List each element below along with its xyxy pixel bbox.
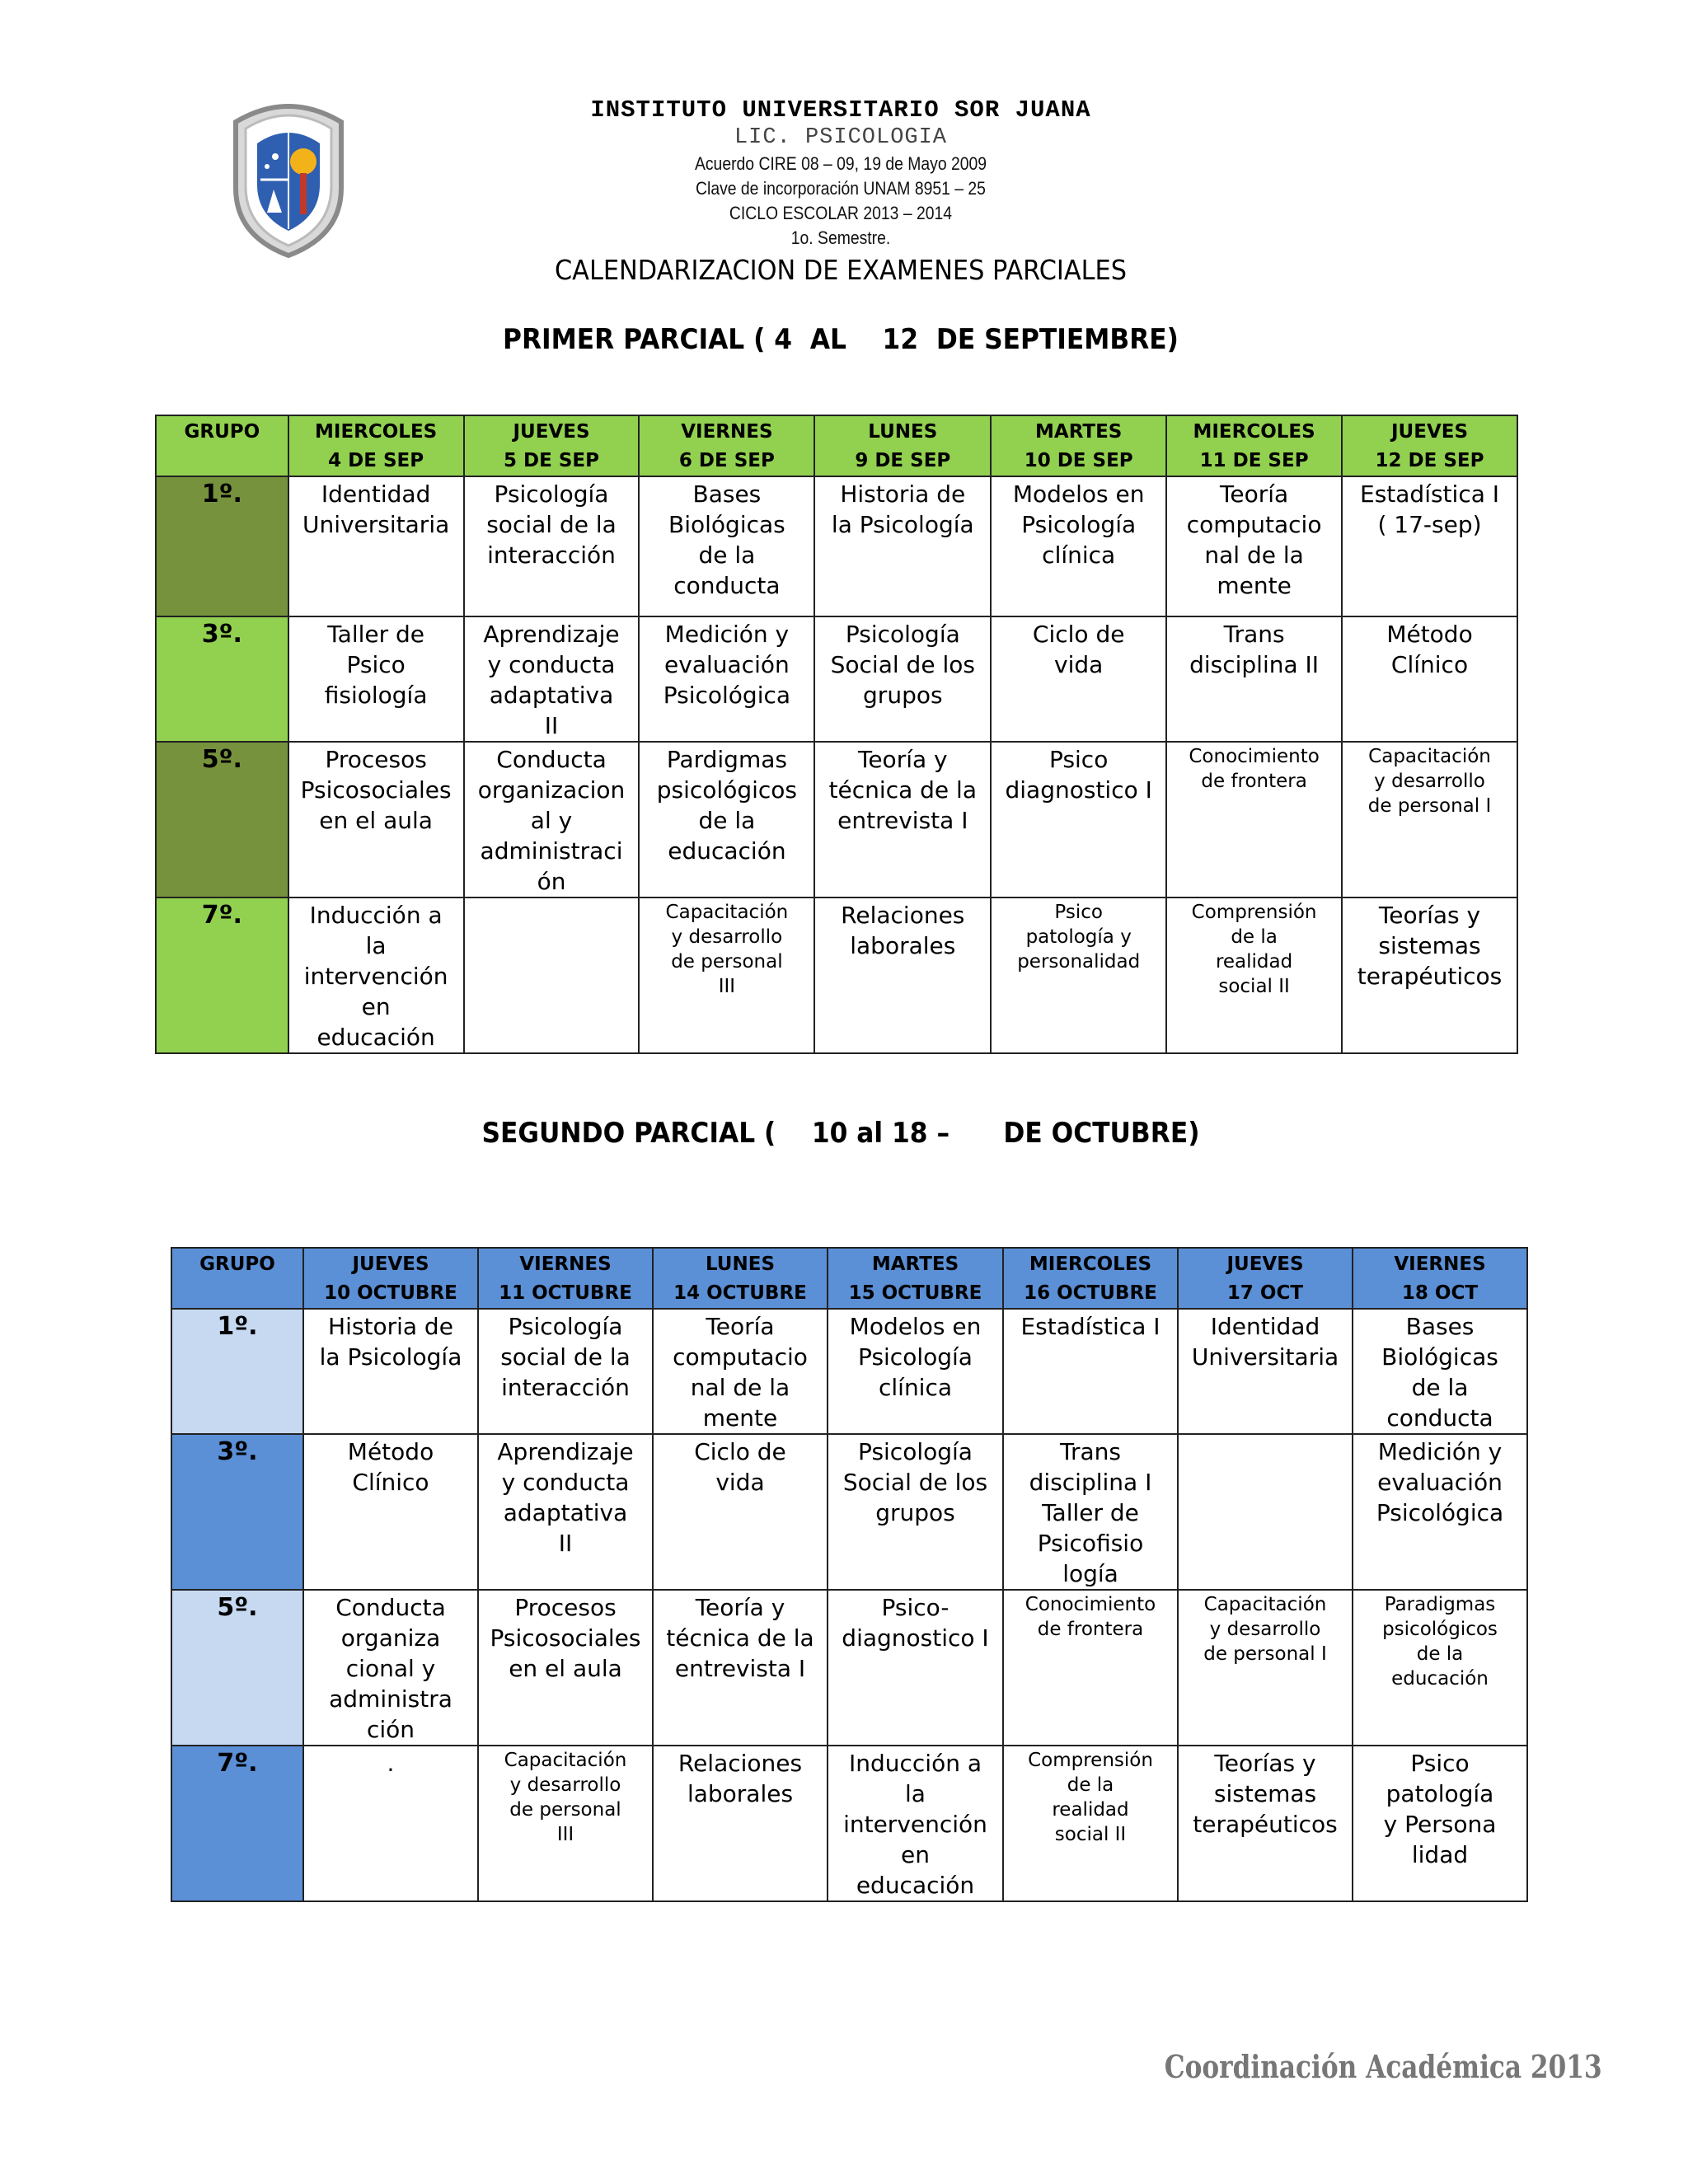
table-header-row bbox=[171, 1248, 1527, 1309]
table-row bbox=[156, 616, 1517, 742]
subject-cell: Aprendizaje y conducta adaptativa II bbox=[478, 1434, 653, 1590]
table-header-row bbox=[156, 415, 1517, 476]
acuerdo-text: Acuerdo CIRE 08 – 09, 19 de Mayo 2009 bbox=[694, 153, 987, 174]
subject-cell: Método Clínico bbox=[303, 1434, 478, 1590]
column-header: VIERNES 18 OCT bbox=[1353, 1248, 1527, 1309]
subject-cell: Trans disciplina II bbox=[1166, 616, 1342, 742]
column-header: MIERCOLES 16 OCTUBRE bbox=[1003, 1248, 1178, 1309]
subject-cell: Relaciones laborales bbox=[653, 1746, 828, 1901]
subject-cell: Psicología social de la interacción bbox=[464, 476, 640, 616]
column-header: LUNES 14 OCTUBRE bbox=[653, 1248, 828, 1309]
subject-cell: Conducta organizacion al y administraci ón bbox=[464, 742, 640, 898]
subject-cell: Relaciones laborales bbox=[814, 898, 991, 1053]
subject-cell: Psicología Social de los grupos bbox=[828, 1434, 1003, 1590]
group-cell: 1º. bbox=[171, 1309, 303, 1434]
subject-cell: Bases Biológicas de la conducta bbox=[1353, 1309, 1527, 1434]
subject-cell: Medición y evaluación Psicológica bbox=[639, 616, 814, 742]
subject-cell bbox=[464, 898, 640, 1053]
subject-cell: Capacitación y desarrollo de personal I bbox=[1178, 1590, 1353, 1746]
column-header: GRUPO bbox=[171, 1248, 303, 1309]
subject-cell: Medición y evaluación Psicológica bbox=[1353, 1434, 1527, 1590]
subject-cell: Teoría y técnica de la entrevista I bbox=[814, 742, 991, 898]
group-cell: 5º. bbox=[156, 742, 288, 898]
subject-cell: Paradigmas psicológicos de la educación bbox=[1353, 1590, 1527, 1746]
footer-signature: Coordinación Académica 2013 bbox=[1164, 2048, 1602, 2085]
primer-parcial-title: PRIMER PARCIAL ( 4 AL 12 DE SEPTIEMBRE) bbox=[503, 323, 1179, 356]
column-header: JUEVES 5 DE SEP bbox=[464, 415, 640, 476]
table-row bbox=[171, 1746, 1527, 1901]
subject-cell: Psicología social de la interacción bbox=[478, 1309, 653, 1434]
subject-cell: Procesos Psicosociales en el aula bbox=[288, 742, 464, 898]
group-cell: 7º. bbox=[171, 1746, 303, 1901]
ciclo-text: CICLO ESCOLAR 2013 – 2014 bbox=[729, 203, 953, 223]
group-cell: 5º. bbox=[171, 1590, 303, 1746]
group-cell: 3º. bbox=[156, 616, 288, 742]
primer-parcial-table bbox=[155, 415, 1518, 1054]
subject-cell: Capacitación y desarrollo de personal I bbox=[1342, 742, 1517, 898]
subject-cell: Procesos Psicosociales en el aula bbox=[478, 1590, 653, 1746]
column-header: LUNES 9 DE SEP bbox=[814, 415, 991, 476]
subject-cell bbox=[1178, 1434, 1353, 1590]
column-header: MARTES 15 OCTUBRE bbox=[828, 1248, 1003, 1309]
subject-cell: Bases Biológicas de la conducta bbox=[639, 476, 814, 616]
table-row bbox=[171, 1434, 1527, 1590]
subject-cell: Comprensión de la realidad social II bbox=[1166, 898, 1342, 1053]
subject-cell: Teorías y sistemas terapéuticos bbox=[1178, 1746, 1353, 1901]
subject-cell: Trans disciplina I Taller de Psicofisio logía bbox=[1003, 1434, 1178, 1590]
column-header: MIERCOLES 11 DE SEP bbox=[1166, 415, 1342, 476]
column-header: MARTES 10 DE SEP bbox=[991, 415, 1166, 476]
university-seal-icon bbox=[224, 97, 353, 259]
column-header: JUEVES 10 OCTUBRE bbox=[303, 1248, 478, 1309]
subject-cell: Conducta organiza cional y administra ción bbox=[303, 1590, 478, 1746]
subject-cell: Modelos en Psicología clínica bbox=[991, 476, 1166, 616]
clave-text: Clave de incorporación UNAM 8951 – 25 bbox=[696, 178, 986, 199]
column-header: VIERNES 11 OCTUBRE bbox=[478, 1248, 653, 1309]
subject-cell: . bbox=[303, 1746, 478, 1901]
subject-cell: Pardigmas psicológicos de la educación bbox=[639, 742, 814, 898]
subject-cell: Comprensión de la realidad social II bbox=[1003, 1746, 1178, 1901]
group-cell: 1º. bbox=[156, 476, 288, 616]
subject-cell: Aprendizaje y conducta adaptativa II bbox=[464, 616, 640, 742]
column-header: GRUPO bbox=[156, 415, 288, 476]
calendar-title: CALENDARIZACION DE EXAMENES PARCIALES bbox=[554, 254, 1128, 286]
subject-cell: Historia de la Psicología bbox=[814, 476, 991, 616]
subject-cell: Teoría y técnica de la entrevista I bbox=[653, 1590, 828, 1746]
subject-cell: Psico diagnostico I bbox=[991, 742, 1166, 898]
semestre-text: 1o. Semestre. bbox=[790, 227, 891, 248]
subject-cell: Identidad Universitaria bbox=[1178, 1309, 1353, 1434]
subject-cell: Capacitación y desarrollo de personal III bbox=[478, 1746, 653, 1901]
subject-cell: Identidad Universitaria bbox=[288, 476, 464, 616]
segundo-parcial-title: SEGUNDO PARCIAL ( 10 al 18 – DE OCTUBRE) bbox=[481, 1117, 1200, 1150]
subject-cell: Conocimiento de frontera bbox=[1003, 1590, 1178, 1746]
column-header: JUEVES 17 OCT bbox=[1178, 1248, 1353, 1309]
subject-cell: Taller de Psico fisiología bbox=[288, 616, 464, 742]
column-header: MIERCOLES 4 DE SEP bbox=[288, 415, 464, 476]
subject-cell: Historia de la Psicología bbox=[303, 1309, 478, 1434]
subject-cell: Psico- diagnostico I bbox=[828, 1590, 1003, 1746]
subject-cell: Estadística I bbox=[1003, 1309, 1178, 1434]
table-row bbox=[156, 742, 1517, 898]
subject-cell: Psico patología y personalidad bbox=[991, 898, 1166, 1053]
group-cell: 3º. bbox=[171, 1434, 303, 1590]
group-cell: 7º. bbox=[156, 898, 288, 1053]
subject-cell: Ciclo de vida bbox=[653, 1434, 828, 1590]
institution-name: INSTITUTO UNIVERSITARIO SOR JUANA bbox=[590, 96, 1091, 124]
subject-cell: Modelos en Psicología clínica bbox=[828, 1309, 1003, 1434]
subject-cell: Inducción a la intervención en educación bbox=[828, 1746, 1003, 1901]
subject-cell: Teorías y sistemas terapéuticos bbox=[1342, 898, 1517, 1053]
subject-cell: Estadística I ( 17-sep) bbox=[1342, 476, 1517, 616]
segundo-parcial-table bbox=[171, 1247, 1528, 1902]
table-row bbox=[156, 476, 1517, 616]
subject-cell: Teoría computacio nal de la mente bbox=[653, 1309, 828, 1434]
column-header: VIERNES 6 DE SEP bbox=[639, 415, 814, 476]
table-row bbox=[171, 1590, 1527, 1746]
table-row bbox=[156, 898, 1517, 1053]
subject-cell: Método Clínico bbox=[1342, 616, 1517, 742]
subject-cell: Inducción a la intervención en educación bbox=[288, 898, 464, 1053]
column-header: JUEVES 12 DE SEP bbox=[1342, 415, 1517, 476]
subject-cell: Ciclo de vida bbox=[991, 616, 1166, 742]
subject-cell: Capacitación y desarrollo de personal III bbox=[639, 898, 814, 1053]
subject-cell: Teoría computacio nal de la mente bbox=[1166, 476, 1342, 616]
subject-cell: Conocimiento de frontera bbox=[1166, 742, 1342, 898]
subject-cell: Psico patología y Persona lidad bbox=[1353, 1746, 1527, 1901]
program-name: LIC. PSICOLOGIA bbox=[734, 125, 948, 150]
table-row bbox=[171, 1309, 1527, 1434]
subject-cell: Psicología Social de los grupos bbox=[814, 616, 991, 742]
